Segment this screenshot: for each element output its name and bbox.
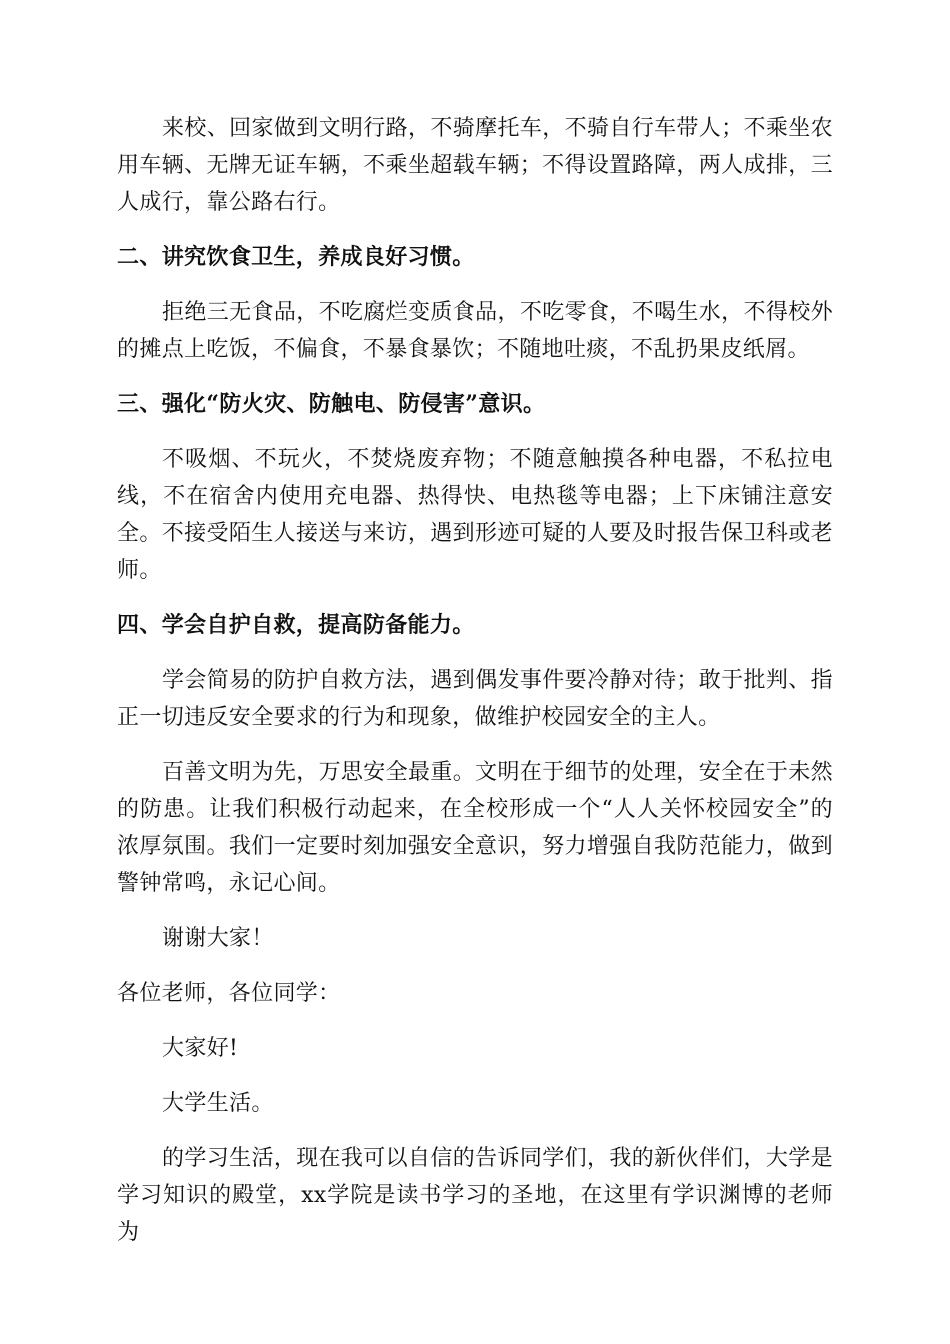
paragraph-conclusion: 百善文明为先，万思安全最重。文明在于细节的处理，安全在于未然的防患。让我们积极行动起来，在全校形成一个“人人关怀校园安全”的浓厚氛围。我们一定要时刻加强安全意识，努力增强自我防范能力，做到警钟常鸣，永记心间。 [117,760,833,896]
paragraph-study-life: 的学习生活，现在我可以自信的告诉同学们，我的新伙伴们，大学是学习知识的殿堂，xx学院是读书学习的圣地，在这里有学识渊博的老师为 [117,1146,833,1245]
paragraph-greeting: 大家好! [162,1036,239,1061]
paragraph-salutation: 各位老师，各位同学： [117,981,341,1006]
paragraph-thanks: 谢谢大家！ [162,926,274,951]
paragraph-self-protection: 学会简易的防护自救方法，遇到偶发事件要冷静对待；敢于批判、指正一切违反安全要求的行为和现象，做维护校园安全的主人。 [117,668,833,730]
paragraph-college-life: 大学生活。 [162,1091,274,1116]
heading-food-hygiene: 二、讲究饮食卫生，养成良好习惯。 [117,244,475,270]
heading-fire-electric-safety: 三、强化“防火灾、防触电、防侵害”意识。 [117,391,546,417]
heading-self-protection: 四、学会自护自救，提高防备能力。 [117,612,475,638]
paragraph-food-hygiene: 拒绝三无食品，不吃腐烂变质食品，不吃零食，不喝生水，不得校外的摊点上吃饭，不偏食，不暴食暴饮；不随地吐痰，不乱扔果皮纸屑。 [117,300,833,362]
paragraph-fire-electric-safety: 不吸烟、不玩火，不焚烧废弃物；不随意触摸各种电器，不私拉电线，不在宿舍内使用充电器、热得快、电热毯等电器；上下床铺注意安全。不接受陌生人接送与来访，遇到形迹可疑的人要及时报告保卫科或老师。 [117,447,833,583]
paragraph-traffic-safety: 来校、回家做到文明行路，不骑摩托车，不骑自行车带人；不乘坐农用车辆、无牌无证车辆，不乘坐超载车辆；不得设置路障，两人成排，三人成行，靠公路右行。 [117,116,833,215]
document-body [117,110,833,1251]
